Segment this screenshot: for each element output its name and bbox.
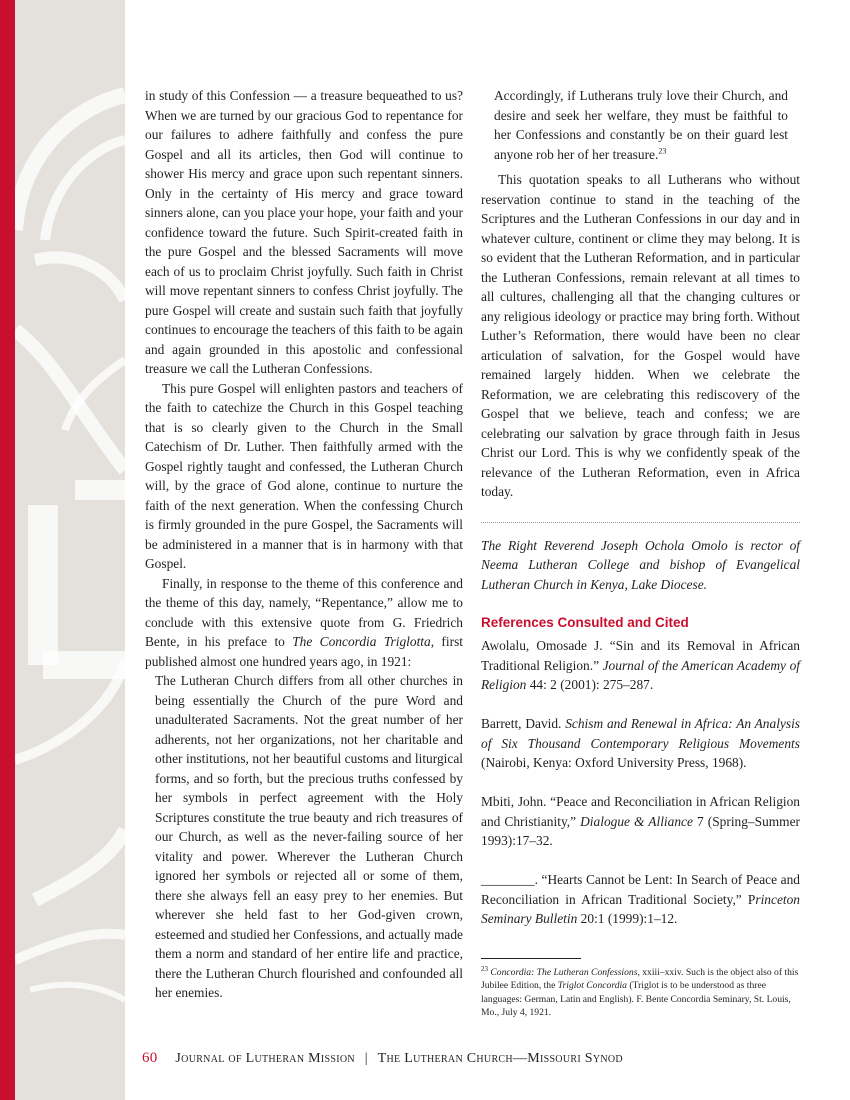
- body-paragraph: Finally, in response to the theme of this conference and the theme of this day, namely, “Repentance,” allow me to conclude with this extensive quote from G. Friedrich Bente, in his preface to The Concordia Triglotta, first published almost one hundred years ago, in 1921:: [145, 575, 463, 669]
- author-bio: The Right Reverend Joseph Ochola Omolo is rector of Neema Lutheran College and bishop of Evangelical Lutheran Church in Kenya, Lake Diocese.: [481, 537, 800, 592]
- block-quote-continued: Accordingly, if Lutherans truly love their Church, and desire and seek her welfare, they must be faithful to her Confessions and constantly be on their guard lest anyone rob her of her treasure.$^{23}$: [494, 88, 788, 162]
- dotted-divider: [481, 522, 800, 523]
- footnote: $^{23}$ Concordia: The Lutheran Confessions, xxiii–xxiv. Such is the object also of this Jubilee Edition, the Triglot Concordia (Triglot is to be understood as three languages: German, Latin and English). F. Bente Concordia Seminary, St. Louis, Mo., July 4, 1921.: [481, 965, 799, 1018]
- reference-entry: ________. “Hearts Cannot be Lent: In Search of Peace and Reconciliation in African Traditional Society,” Princeton Seminary Bulletin 20:1 (1999):1–12.: [481, 872, 800, 926]
- reference-entry: Mbiti, John. “Peace and Reconciliation in African Religion and Christianity,” Dialogue & Alliance 7 (Spring–Summer 1993):17–32.: [481, 794, 801, 848]
- footnote-number: 23: [481, 965, 488, 973]
- references-heading: References Consulted and Cited: [481, 615, 689, 630]
- body-paragraph: This quotation speaks to all Lutherans who without reservation continue to stand in the teaching of the Scriptures and the Lutheran Confessions in our day and in whatever culture, continent or clime they may belong. It is so evident that the Lutheran Reformation, and in particular the Lutheran Confessions, remain relevant at all times to all cultures, challenging all that the changing cultures or any religious ideology or practice may bring forth. Without Luther’s Reformation, there would have been no clear articulation of salvation, for the Gospel would have remained largely hidden. When we celebrate the Reformation, we are celebrating this rediscovery of the Gospel that we believe, teach and confess; we are celebrating our salvation by grace through faith in Jesus Christ our Lord. This is why we confidently speak of the relevance of the Lutheran Reformation, even in Africa today.: [481, 172, 800, 499]
- footer-separator: |: [364, 1051, 368, 1066]
- book-title: The Concordia Triglotta: [292, 634, 431, 649]
- page-footer: [142, 1050, 623, 1067]
- body-paragraph: in study of this Confession — a treasure bequeathed to us? When we are turned by our gracious God to repentance for our failures to adhere faithfully and confess the pure Gospel and all its articles, then God will continue to shower His mercy and grace upon such repentant sinners. Only in the certainty of His mercy and grace toward sinners alone, can you place your hope, your faith and your confidence toward the future. Such Spirit-created faith in the pure Gospel and the blessed Sacraments will move each of us to proclaim Christ joyfully. Such faith in Christ will move repentant sinners to confess Christ joyfully. The pure Gospel will create and sustain such faith that joyfully continues to encourage the teachers of this faith to be again and again grounded in this apostolic and confessional treasure we call the Lutheran Confessions.: [145, 88, 463, 376]
- left-column: [145, 86, 463, 1003]
- red-margin-bar: [0, 0, 15, 1100]
- decorative-margin-band: [15, 0, 125, 1100]
- right-column: [481, 86, 800, 948]
- footnote-rule: [481, 958, 581, 959]
- footnote-reference: 23: [658, 146, 667, 156]
- page-number: 60: [142, 1050, 158, 1066]
- journal-name: Journal of Lutheran Mission: [175, 1051, 355, 1066]
- block-quote: The Lutheran Church differs from all other churches in being essentially the Church of the pure Word and unadulterated Sacraments. Not the great number of her adherents, not her organizations, not her charitable and other institutions, not her beautiful customs and liturgical forms, and so forth, but the precious truths confessed by her symbols in perfect agreement with the Holy Scriptures constitute the true beauty and rich treasures of our Church, as well as the never-failing source of her vitality and power. Wherever the Lutheran Church ignored her symbols or rejected all or some of them, there she always fell an easy prey to her enemies. But wherever she held fast to her God-given crown, esteemed and studied her Confessions, and actually made them a norm and standard of her entire life and practice, there the Lutheran Church flourished and confounded all her enemies.: [155, 673, 463, 1000]
- decorative-watermark-graphic: [15, 0, 125, 1100]
- body-paragraph: This pure Gospel will enlighten pastors and teachers of the faith to catechize the Church in this Gospel teaching that is so clearly given to the Church in the Small Catechism of Dr. Luther. Then faithfully armed with the Gospel rightly taught and confessed, the Lutheran Church will, by the grace of God alone, continue to nurture the faith of the next generation. When the confessing Church is firmly grounded in the pure Gospel, the Sacraments will be administered in a manner that is in harmony with that Gospel.: [145, 380, 463, 571]
- reference-entry: Barrett, David. Schism and Renewal in Africa: An Analysis of Six Thousand Contemporary Religious Movements (Nairobi, Kenya: Oxford University Press, 1968).: [481, 716, 800, 770]
- reference-entry: Awolalu, Omosade J. “Sin and its Removal in African Traditional Religion.” Journal of the American Academy of Religion 44: 2 (2001): 275–287.: [481, 638, 801, 692]
- publisher-name: The Lutheran Church—Missouri Synod: [377, 1051, 623, 1066]
